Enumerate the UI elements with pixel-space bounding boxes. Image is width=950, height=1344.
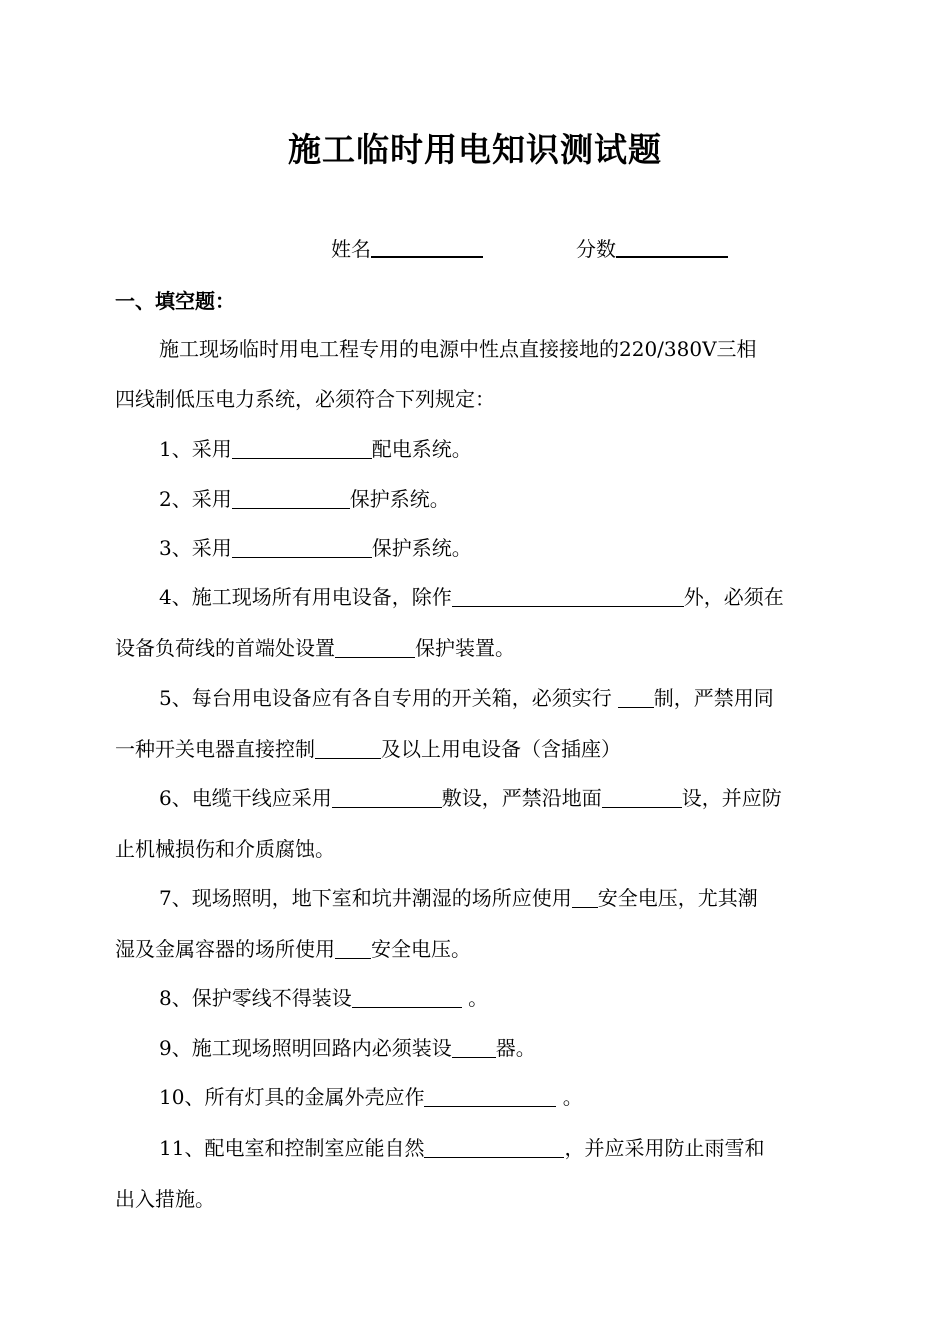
score-field: [576, 232, 728, 266]
question-11: 11、配电室和控制室应能自然 ，并应采用防止雨雪和: [159, 1136, 765, 1160]
answer-blank: [424, 1084, 556, 1107]
question-11-cont: 出入措施。: [115, 1187, 215, 1211]
question-1: 1、采用 配电系统。: [159, 437, 472, 461]
answer-blank: [352, 985, 462, 1008]
intro-line: 四线制低压电力系统，必须符合下列规定：: [115, 387, 495, 411]
answer-blank: [335, 635, 415, 658]
name-label: 姓名: [331, 237, 371, 261]
question-5: 5、每台用电设备应有各自专用的开关箱，必须实行 制，严禁用同: [159, 686, 774, 710]
question-8: 8、保护零线不得装设 。: [159, 986, 489, 1010]
score-blank: [616, 232, 728, 258]
intro-line: 施工现场临时用电工程专用的电源中性点直接接地的220/380V三相: [159, 337, 757, 361]
answer-blank: [424, 1135, 564, 1158]
answer-blank: [332, 785, 442, 808]
section-heading: 一、填空题：: [115, 289, 235, 313]
question-3: 3、采用 保护系统。: [159, 536, 472, 560]
answer-blank: [572, 885, 598, 908]
answer-blank: [452, 584, 684, 607]
question-6-cont: 止机械损伤和介质腐蚀。: [115, 837, 335, 861]
question-7: 7、现场照明，地下室和坑井潮湿的场所应使用 安全电压，尤其潮: [159, 886, 758, 910]
answer-blank: [232, 436, 372, 459]
question-4: 4、施工现场所有用电设备，除作 外，必须在: [159, 585, 784, 609]
name-blank: [371, 232, 483, 258]
answer-blank: [232, 535, 372, 558]
question-2: 2、采用 保护系统。: [159, 487, 450, 511]
question-4-cont: 设备负荷线的首端处设置 保护装置。: [115, 636, 515, 660]
name-field: [331, 232, 483, 266]
answer-blank: [315, 736, 381, 759]
answer-blank: [452, 1035, 496, 1058]
question-7-cont: 湿及金属容器的场所使用 安全电压。: [115, 937, 471, 961]
answer-blank: [602, 785, 682, 808]
question-9: 9、施工现场照明回路内必须装设 器。: [159, 1036, 536, 1060]
answer-blank: [232, 486, 350, 509]
answer-blank: [618, 685, 654, 708]
question-5-cont: 一种开关电器直接控制 及以上用电设备（含插座）: [115, 737, 621, 761]
question-10: 10、所有灯具的金属外壳应作 。: [159, 1085, 583, 1109]
answer-blank: [335, 936, 371, 959]
score-label: 分数: [576, 237, 616, 261]
question-6: 6、电缆干线应采用 敷设，严禁沿地面 设，并应防: [159, 786, 782, 810]
page-title: 施工临时用电知识测试题: [288, 130, 662, 169]
